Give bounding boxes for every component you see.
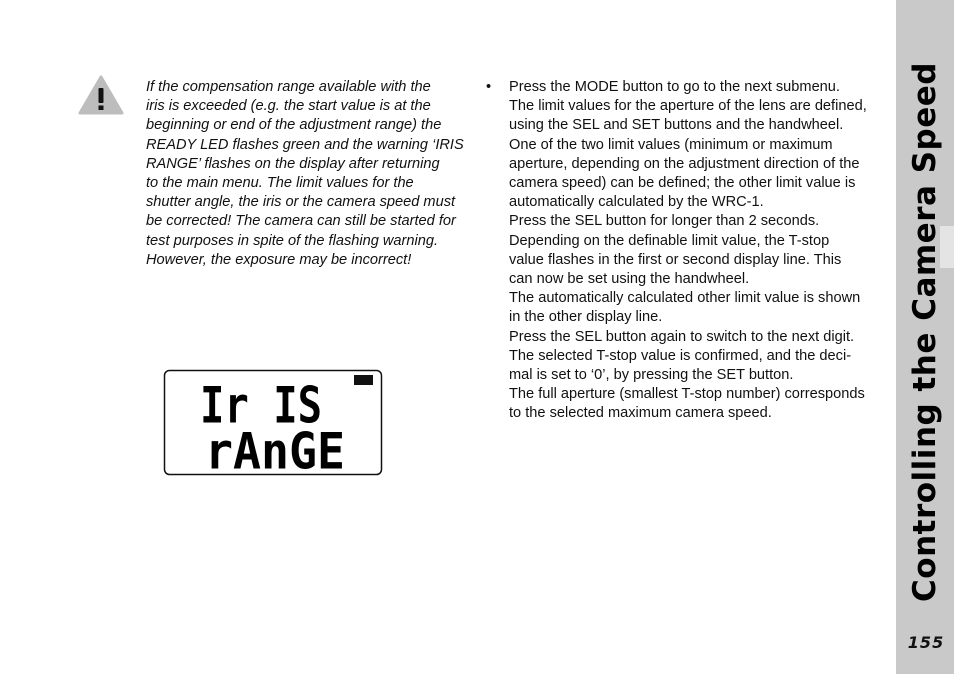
warning-line: shutter angle, the iris or the camera speed must bbox=[146, 194, 456, 211]
instruction-line: Depending on the definable limit value, the T-stop bbox=[509, 232, 830, 249]
instruction-line: automatically calculated by the WRC-1. bbox=[509, 194, 764, 211]
warning-text bbox=[146, 78, 474, 270]
instruction-line: One of the two limit values (minimum or maximum bbox=[509, 136, 833, 153]
warning-line: test purposes in spite of the flashing warning. bbox=[146, 232, 439, 249]
warning-line: iris is exceeded (e.g. the start value is at the bbox=[146, 98, 431, 115]
lcd-indicator-block bbox=[354, 375, 373, 385]
instruction-line: mal is set to ‘0’, by pressing the SET button. bbox=[509, 367, 794, 384]
instruction-list bbox=[486, 78, 882, 424]
instruction-line: The full aperture (smallest T-stop number) corresponds bbox=[509, 386, 865, 403]
instruction-line: using the SEL and SET buttons and the handwheel. bbox=[509, 117, 844, 134]
bullet-mark: • bbox=[486, 79, 492, 95]
instruction-line: can now be set using the handwheel. bbox=[509, 271, 750, 288]
warning-line: beginning or end of the adjustment range) the bbox=[146, 117, 442, 134]
instruction-line: Press the MODE button to go to the next submenu. bbox=[509, 79, 840, 95]
instruction-line: value flashes in the first or second display line. This bbox=[509, 251, 842, 268]
lcd-line-1: Ir IS bbox=[200, 376, 322, 435]
instruction-line: The selected T-stop value is confirmed, and the deci- bbox=[509, 347, 852, 364]
page-number: 155 bbox=[907, 633, 945, 652]
list-item bbox=[486, 78, 882, 424]
instruction-line: Press the SEL button again to switch to the next digit. bbox=[509, 328, 855, 345]
instruction-line: camera speed) can be defined; the other limit value is bbox=[509, 175, 856, 192]
warning-line: READY LED flashes green and the warning ‘IRIS bbox=[146, 136, 464, 153]
instruction-line: The automatically calculated other limit value is shown bbox=[509, 290, 861, 307]
warning-line: However, the exposure may be incorrect! bbox=[146, 251, 412, 268]
instruction-line: to the selected maximum camera speed. bbox=[509, 405, 772, 422]
lcd-line-2: rAnGE bbox=[205, 422, 345, 476]
lcd-display bbox=[163, 369, 383, 476]
chapter-title: Controlling the Camera Speed bbox=[907, 62, 943, 602]
warning-triangle-icon bbox=[78, 74, 124, 116]
instruction-line: Press the SEL button for longer than 2 seconds. bbox=[509, 213, 820, 230]
warning-line: to the main menu. The limit values for the bbox=[146, 175, 414, 192]
instruction-line: The limit values for the aperture of the lens are defined, bbox=[509, 98, 867, 115]
instruction-line: aperture, depending on the adjustment direction of the bbox=[509, 155, 860, 172]
warning-line: RANGE’ flashes on the display after returning bbox=[146, 155, 440, 172]
instruction-line: in the other display line. bbox=[509, 309, 663, 326]
warning-line: be corrected! The camera can still be started for bbox=[146, 213, 456, 230]
warning-line: If the compensation range available with the bbox=[146, 79, 431, 95]
